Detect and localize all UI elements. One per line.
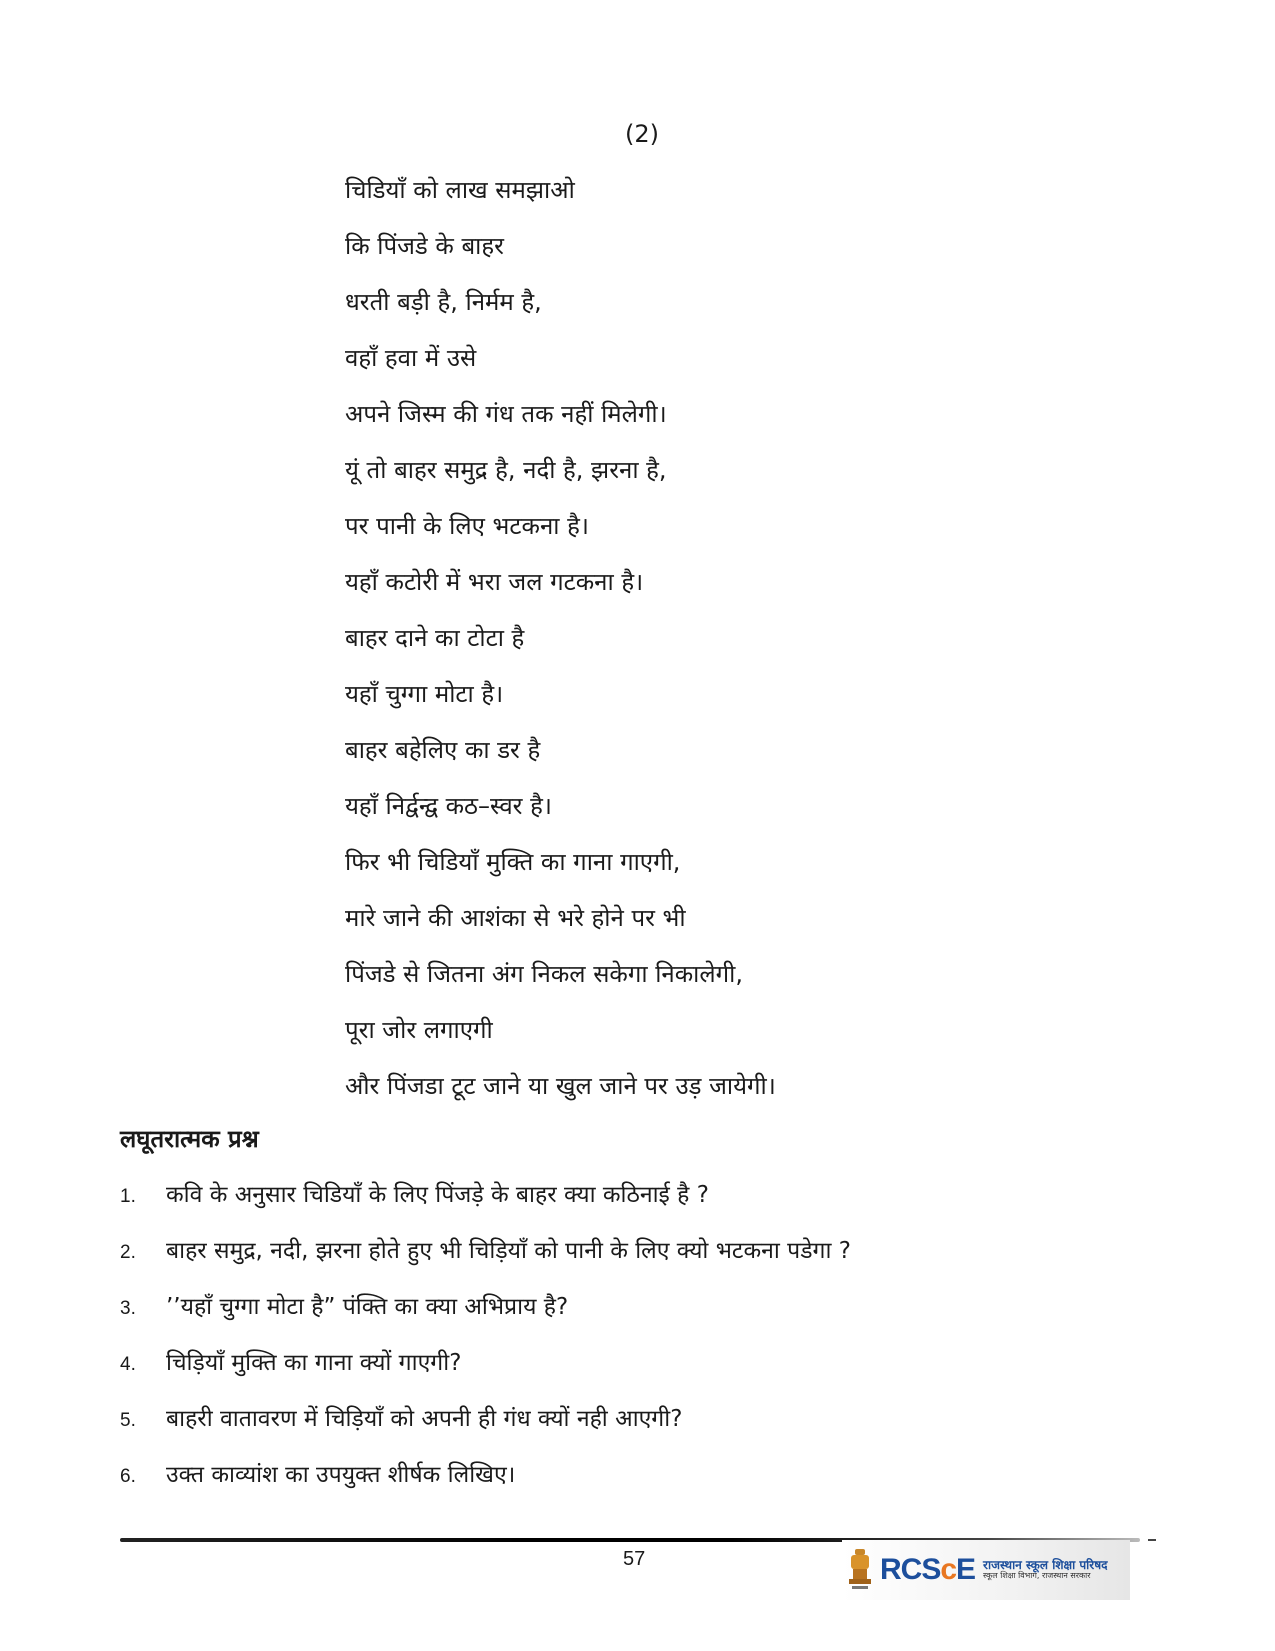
question-list [120,1175,1170,1511]
question-text: कवि के अनुसार चिडियाँ के लिए पिंजड़े के बाहर क्या कठिनाई है ? [166,1182,709,1208]
poem [345,170,1145,1122]
question-item [120,1287,1170,1343]
question-number: 4. [120,1354,136,1375]
question-number: 1. [120,1186,136,1207]
footer-divider-tail [1148,1539,1156,1541]
poem-line: और पिंजडा टूट जाने या खुल जाने पर उड़ जायेगी। [345,1072,776,1100]
question-item [120,1399,1170,1455]
question-text: बाहर समुद्र, नदी, झरना होते हुए भी चिड़ियाँ को पानी के लिए क्यो भटकना पडेगा ? [166,1238,851,1264]
poem-line: पर पानी के लिए भटकना है। [345,512,589,540]
question-number: 6. [120,1466,136,1487]
question-number: 5. [120,1410,136,1431]
poem-line: धरती बड़ी है, निर्मम है, [345,288,542,316]
logo-subtitle: स्कूल शिक्षा विभाग, राजस्थान सरकार [983,1571,1091,1581]
poem-line: फिर भी चिडियाँ मुक्ति का गाना गाएगी, [345,848,681,876]
page-number: 57 [623,1548,646,1570]
question-text: ’’यहाँ चुग्गा मोटा है” पंक्ति का क्या अभिप्राय है? [166,1294,569,1320]
logo-letter-e: E [956,1553,976,1586]
logo-letter-c: c [940,1553,957,1586]
question-text: बाहरी वातावरण में चिड़ियाँ को अपनी ही गंध क्यों नही आएगी? [166,1406,683,1432]
question-item [120,1343,1170,1399]
logo-title: राजस्थान स्कूल शिक्षा परिषद [983,1558,1108,1572]
rcsce-logo [842,1540,1130,1600]
logo-wordmark [880,1553,975,1587]
question-number: 2. [120,1242,136,1263]
logo-caption [983,1559,1107,1581]
logo-letters-rcs: RCS [880,1553,941,1586]
poem-line: मारे जाने की आशंका से भरे होने पर भी [345,904,686,932]
poem-number: (2) [625,120,659,148]
poem-line: यूं तो बाहर समुद्र है, नदी है, झरना है, [345,456,667,484]
section-heading: लघूतरात्मक प्रश्न [120,1125,259,1153]
poem-line: यहाँ चुग्गा मोटा है। [345,680,504,708]
poem-line: बाहर बहेलिए का डर है [345,736,541,764]
poem-line: वहाँ हवा में उसे [345,344,477,372]
poem-line: बाहर दाने का टोटा है [345,624,525,652]
poem-line: यहाँ कटोरी में भरा जल गटकना है। [345,568,644,596]
question-text: उक्त काव्यांश का उपयुक्त शीर्षक लिखिए। [166,1462,516,1488]
question-number: 3. [120,1298,136,1319]
question-item [120,1455,1170,1511]
poem-line: पिंजडे से जितना अंग निकल सकेगा निकालेगी, [345,960,744,988]
poem-line: चिडियाँ को लाख समझाओ [345,176,575,204]
poem-line: अपने जिस्म की गंध तक नहीं मिलेगी। [345,400,667,428]
poem-line: कि पिंजडे के बाहर [345,232,504,260]
state-emblem-icon [846,1547,874,1593]
question-item [120,1231,1170,1287]
question-item [120,1175,1170,1231]
poem-line: यहाँ निर्द्वन्द्व कठ–स्वर है। [345,792,552,820]
question-text: चिड़ियाँ मुक्ति का गाना क्यों गाएगी? [166,1350,462,1376]
poem-line: पूरा जोर लगाएगी [345,1016,493,1044]
